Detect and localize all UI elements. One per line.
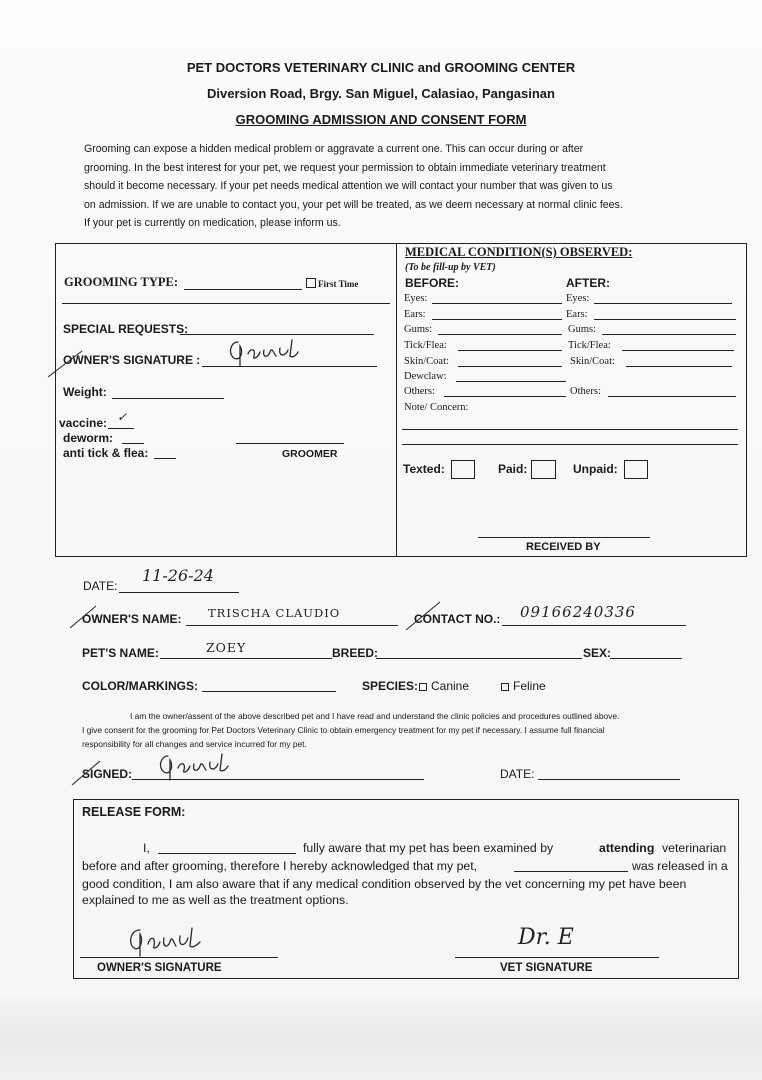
- texted-checkbox[interactable]: [451, 460, 475, 479]
- owner-name-strike-mark: [68, 602, 98, 632]
- release-veterinarian: veterinarian: [662, 841, 727, 855]
- pet-name-field[interactable]: [160, 658, 332, 659]
- vaccine-value: ✓: [117, 410, 128, 424]
- medical-condition-subtitle: (To be fill-up by VET): [405, 262, 496, 273]
- feline-checkbox[interactable]: [501, 683, 509, 691]
- release-i: I,: [143, 841, 150, 855]
- after-eyes-field[interactable]: [594, 303, 732, 304]
- owner-signature-label: OWNER'S SIGNATURE :: [63, 353, 201, 367]
- after-others-label: Others:: [570, 386, 601, 397]
- canine-checkbox[interactable]: [419, 683, 427, 691]
- contact-label: CONTACT NO.:: [414, 612, 501, 626]
- after-eyes-label: Eyes:: [566, 293, 590, 304]
- before-dewclaw-field[interactable]: [456, 381, 566, 382]
- groomer-signature-line[interactable]: [236, 443, 344, 444]
- intro-line: If your pet is currently on medication, please inform us.: [84, 217, 341, 230]
- deworm-label: deworm:: [63, 431, 114, 445]
- breed-field[interactable]: [376, 658, 582, 659]
- contact-strike-mark: [402, 600, 442, 632]
- before-gums-label: Gums:: [404, 324, 433, 335]
- owner-signature-scribble: [226, 336, 306, 368]
- color-markings-field[interactable]: [202, 691, 336, 692]
- consent-line-2: I give consent for the grooming for Pet Doctors Veterinary Clinic to obtain emergency treatment for my pet if necessary. I assume full financial: [82, 725, 605, 735]
- intro-line: on admission. If we are unable to contact you, your pet will be treated, as we deem necessary at normal clinic fees.: [84, 198, 623, 211]
- consent-date-field[interactable]: [538, 779, 680, 780]
- species-label: SPECIES:: [362, 679, 419, 693]
- note-concern-label: Note/ Concern:: [404, 402, 469, 413]
- after-tickflea-field[interactable]: [622, 350, 734, 351]
- consent-line-3: responsibility for all changes and service incurred for my pet.: [82, 739, 307, 749]
- date-field[interactable]: [119, 592, 239, 593]
- special-requests-label: SPECIAL REQUESTS:: [63, 322, 189, 336]
- intro-paragraph: [84, 140, 692, 233]
- owner-signature-mark-stroke: [46, 345, 86, 381]
- paid-label: Paid:: [498, 462, 528, 476]
- contact-field[interactable]: [502, 625, 686, 626]
- canine-label: Canine: [431, 679, 470, 693]
- special-requests-field[interactable]: [180, 334, 374, 335]
- consent-line-1: I am the owner/assent of the above described pet and I have read and understand the clinic policies and procedures outlined above.: [130, 711, 620, 721]
- date-value: 11-26-24: [142, 566, 214, 585]
- before-gums-field[interactable]: [438, 334, 562, 335]
- deworm-field[interactable]: [122, 443, 144, 444]
- before-tickflea-label: Tick/Flea:: [404, 340, 447, 351]
- release-owner-name-field[interactable]: [158, 853, 296, 854]
- pet-name-label: PET'S NAME:: [82, 646, 159, 660]
- signed-strike-mark: [70, 757, 102, 787]
- intro-line: Grooming can expose a hidden medical problem or aggravate a current one. This can occur during or after: [84, 143, 584, 155]
- after-tickflea-label: Tick/Flea:: [568, 340, 611, 351]
- breed-label: BREED:: [332, 646, 379, 660]
- intro-line: grooming. In the best interest for your pet, we request your permission to obtain immediate veterinary treatment: [84, 161, 606, 174]
- color-markings-label: COLOR/MARKINGS:: [82, 679, 198, 693]
- after-skincoat-field[interactable]: [626, 366, 732, 367]
- anti-tick-field[interactable]: [154, 458, 176, 459]
- weight-label: Weight:: [63, 385, 107, 399]
- note-line-1[interactable]: [402, 429, 738, 430]
- signed-signature-scribble: [156, 750, 232, 782]
- note-line-2[interactable]: [402, 444, 738, 445]
- after-skincoat-label: Skin/Coat:: [570, 356, 615, 367]
- groomer-label: GROOMER: [282, 448, 338, 460]
- medical-condition-title: MEDICAL CONDITION(S) OBSERVED:: [405, 245, 633, 259]
- sex-label: SEX:: [583, 646, 612, 660]
- texted-label: Texted:: [403, 462, 445, 476]
- feline-label: Feline: [513, 679, 546, 693]
- before-eyes-label: Eyes:: [404, 293, 428, 304]
- vet-signature-line[interactable]: [455, 957, 659, 958]
- vet-signature-value: Dr. E: [518, 925, 574, 950]
- after-ears-label: Ears:: [566, 309, 588, 320]
- after-gums-label: Gums:: [568, 324, 597, 335]
- consent-date-label: DATE:: [500, 767, 535, 781]
- before-ears-label: Ears:: [404, 309, 426, 320]
- release-line1-text: fully aware that my pet has been examined by: [303, 841, 554, 855]
- release-pet-name-field[interactable]: [514, 871, 628, 872]
- weight-field[interactable]: [112, 398, 224, 399]
- owner-name-field[interactable]: [186, 625, 398, 626]
- paid-checkbox[interactable]: [531, 460, 556, 479]
- before-skincoat-label: Skin/Coat:: [404, 356, 449, 367]
- grooming-medical-box: [55, 243, 747, 557]
- before-tickflea-field[interactable]: [458, 350, 562, 351]
- after-heading: AFTER:: [566, 276, 610, 290]
- release-line2-end: was released in a: [632, 859, 728, 873]
- owner-name-label: OWNER'S NAME:: [82, 612, 182, 626]
- box-divider: [396, 243, 397, 557]
- date-label: DATE:: [83, 579, 118, 593]
- release-title: RELEASE FORM:: [82, 805, 186, 819]
- received-by-label: RECEIVED BY: [526, 541, 601, 553]
- unpaid-checkbox[interactable]: [624, 460, 648, 479]
- anti-tick-label: anti tick & flea:: [63, 446, 149, 460]
- grooming-type-label: GROOMING TYPE:: [64, 275, 179, 289]
- before-dewclaw-label: Dewclaw:: [404, 371, 447, 382]
- grooming-type-line-2[interactable]: [62, 303, 390, 304]
- after-others-field[interactable]: [608, 396, 736, 397]
- received-by-line[interactable]: [478, 537, 650, 538]
- release-attending: attending: [599, 841, 655, 855]
- release-owner-signature-scribble: [126, 924, 206, 958]
- before-ears-field[interactable]: [432, 319, 562, 320]
- release-vet-signature-label: VET SIGNATURE: [500, 962, 593, 974]
- before-others-label: Others:: [404, 386, 435, 397]
- vaccine-field[interactable]: [108, 428, 134, 429]
- first-time-checkbox[interactable]: [306, 278, 316, 288]
- sex-field[interactable]: [610, 658, 682, 659]
- release-owner-signature-label: OWNER'S SIGNATURE: [97, 962, 222, 974]
- vaccine-label: vaccine:: [59, 416, 108, 430]
- clinic-name: PET DOCTORS VETERINARY CLINIC and GROOMING CENTER: [186, 60, 576, 75]
- pet-name-value: ZOEY: [206, 640, 247, 655]
- after-gums-field[interactable]: [602, 334, 736, 335]
- signed-label: SIGNED:: [82, 767, 133, 781]
- intro-line: should it become necessary. If your pet needs medical attention we will contact your number that was given to us: [84, 180, 613, 193]
- clinic-address: Diversion Road, Brgy. San Miguel, Calasiao, Pangasinan: [207, 86, 555, 101]
- owner-name-value: TRISCHA CLAUDIO: [208, 606, 341, 620]
- release-line3: good condition, I am also aware that if any medical condition observed by the vet concerning my pet have been: [82, 877, 687, 891]
- grooming-type-field[interactable]: [184, 289, 302, 290]
- before-skincoat-field[interactable]: [458, 366, 562, 367]
- release-line2-text: before and after grooming, therefore I hereby acknowledged that my pet,: [82, 859, 478, 873]
- before-others-field[interactable]: [444, 396, 566, 397]
- unpaid-label: Unpaid:: [573, 462, 618, 476]
- contact-value: 09166240336: [520, 603, 636, 621]
- release-line4: explained to me as well as the treatment options.: [82, 893, 349, 907]
- before-heading: BEFORE:: [405, 276, 459, 290]
- form-title: GROOMING ADMISSION AND CONSENT FORM: [235, 112, 527, 127]
- first-time-label: First Time: [318, 279, 359, 289]
- after-ears-field[interactable]: [594, 319, 736, 320]
- owner-signature-line[interactable]: [80, 957, 278, 958]
- before-eyes-field[interactable]: [432, 303, 562, 304]
